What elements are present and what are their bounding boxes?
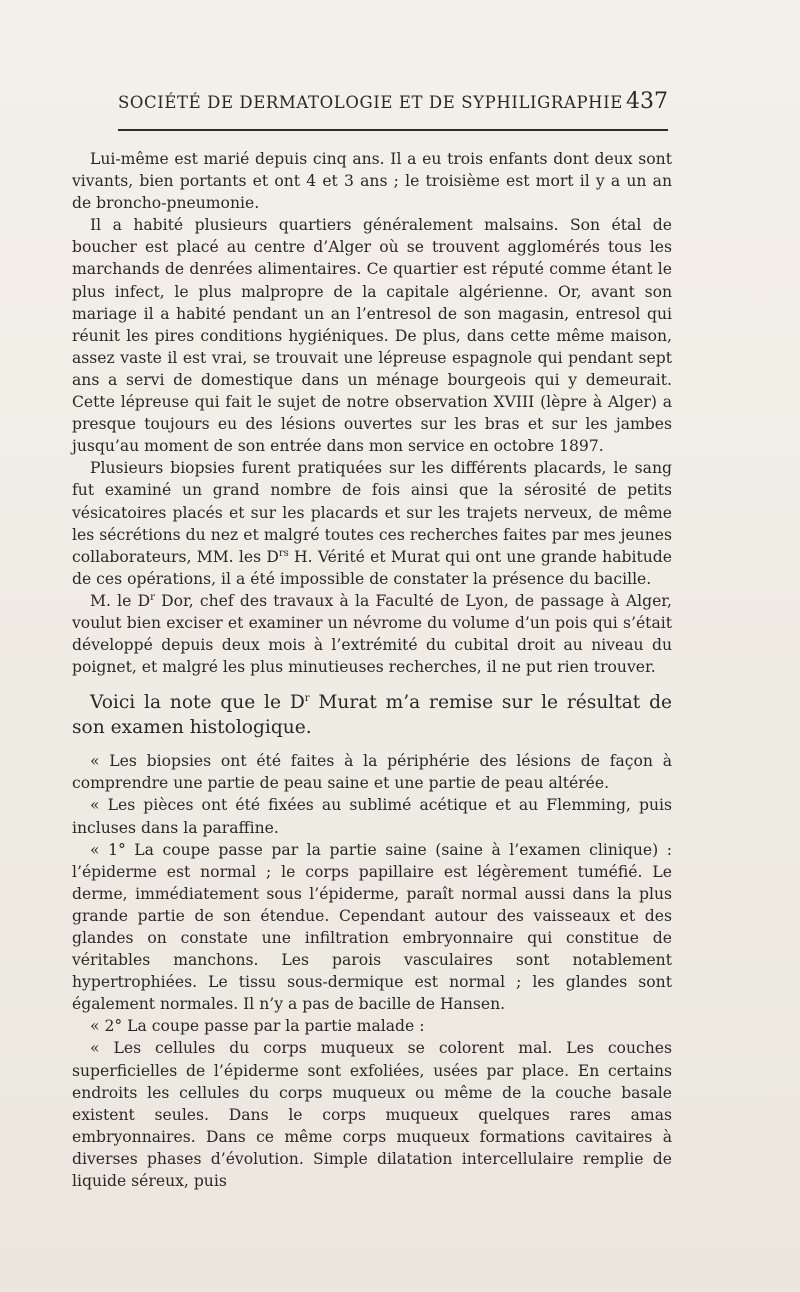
superscript: r [304, 693, 310, 705]
superscript: rs [278, 547, 289, 559]
paragraph-text: Dor, chef des travaux à la Faculté de Lyon, de passage à Alger, voulut bien exciser et examiner un névrome du volume d’un pois qui s’était développé depuis deux mois à l’extrémité du cubital droit au niveau du poignet, et malgré les plus minutieuses recherches, il ne put rien trouver. [72, 591, 672, 677]
paragraph: Lui-même est marié depuis cinq ans. Il a eu trois enfants dont deux sont vivants, bien portants et ont 4 et 3 ans ; le troisième est mort il y a un an de broncho-pneumonie. [72, 150, 672, 213]
header-rule [118, 129, 668, 131]
quoted-paragraph: « 1° La coupe passe par la partie saine (saine à l’examen clinique) : l’épiderme est normal ; le corps papillaire est légèrement tuméfié. Le derme, immédiatement sous l’épiderme, paraît normal aussi dans la plus grande partie de son étendue. Cependant autour des vaisseaux et des glandes on constate une infiltration embryonnaire qui constitue de véritables manchons. Les parois vasculaires sont notablement hypertrophiées. Le tissu sous-dermique est normal ; les glandes sont également normales. Il n’y a pas de bacille de Hansen. [72, 840, 672, 1014]
note-heading [72, 690, 672, 740]
heading-text: Murat m’a remise sur le résultat de son examen histologique. [72, 692, 672, 739]
paragraph [72, 590, 672, 678]
quoted-paragraph: « Les biopsies ont été faites à la périphérie des lésions de façon à comprendre une partie de peau saine et une partie de peau altérée. [72, 752, 672, 793]
quoted-paragraph: « 2° La coupe passe par la partie malade : [90, 1017, 425, 1036]
paragraph-text: M. le D [90, 591, 151, 610]
superscript: r [150, 591, 155, 603]
page-number: 437 [626, 89, 668, 114]
paragraph-text: H. Vérité et Murat qui ont une grande habitude de ces opérations, il a été impossible de constater la présence du bacille. [72, 547, 673, 588]
running-header [118, 89, 668, 117]
quoted-paragraph: « Les cellules du corps muqueux se colorent mal. Les couches superficielles de l’épiderme sont exfoliées, usées par place. En certains endroits les cellules du corps muqueux ou même de la couche basale existent seules. Dans le corps muqueux quelques rares amas embryonnaires. Dans ce même corps muqueux formations cavitaires à diverses phases d’évolution. Simple dilatation intercellulaire remplie de liquide séreux, puis [72, 1039, 672, 1191]
running-title: SOCIÉTÉ DE DERMATOLOGIE ET DE SYPHILIGRAPHIE [118, 93, 623, 112]
body-text [72, 148, 672, 1192]
paragraph: Il a habité plusieurs quartiers généralement malsains. Son étal de boucher est placé au centre d’Alger où se trouvent agglomérés tous les marchands de denrées alimentaires. Ce quartier est réputé comme étant le plus infect, le plus malpropre de la capitale algérienne. Or, avant son mariage il a habité pendant un an l’entresol de son magasin, entresol qui réunit les pires conditions hygiéniques. De plus, dans cette même maison, assez vaste il est vrai, se trouvait une lépreuse espagnole qui pendant sept ans a servi de domestique dans un ménage bourgeois qui y demeurait. Cette lépreuse qui fait le sujet de notre observation XVIII (lèpre à Alger) a presque toujours eu des lésions ouvertes sur les bras et sur les jambes jusqu’au moment de son entrée dans mon service en octobre 1897. [72, 216, 672, 456]
quoted-paragraph: « Les pièces ont été fixées au sublimé acétique et au Flemming, puis incluses dans la paraffine. [72, 796, 672, 837]
paragraph [72, 457, 672, 590]
heading-text: Voici la note que le D [90, 692, 305, 714]
paragraph-text: Plusieurs biopsies furent pratiquées sur les différents placards, le sang fut examiné un grand nombre de fois ainsi que la sérosité de petits vésicatoires placés et sur les placards et sur les trajets nerveux, de même les sécrétions du nez et malgré toutes ces recherches faites par mes jeunes collaborateurs, MM. les D [72, 459, 672, 566]
